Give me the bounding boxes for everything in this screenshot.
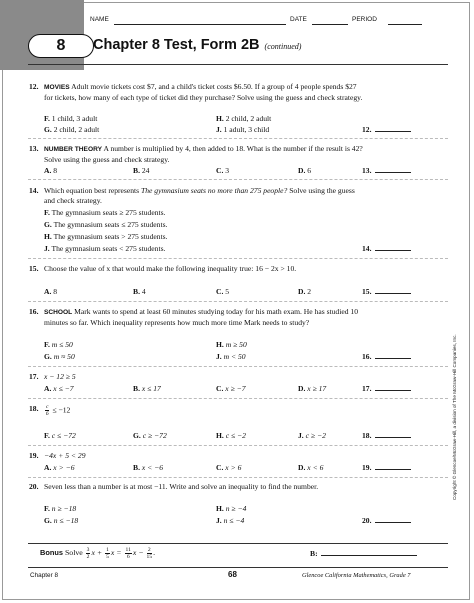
question-text: Which equation best represents bbox=[44, 186, 141, 195]
question-number: 18. bbox=[29, 404, 39, 413]
question-text: Mark wants to spend at least 60 minutes studying today for his math exam. He has studied 10 minutes so far. Which inequality represents how much more time Mark needs to study? bbox=[44, 307, 358, 327]
question-13 bbox=[29, 144, 364, 164]
option-14-f[interactable]: F. The gymnasium seats ≥ 275 students. bbox=[44, 208, 166, 217]
fraction-3-over-2: $\frac{3}{2}$ bbox=[86, 546, 90, 560]
question-20 bbox=[29, 482, 364, 492]
date-label: DATE bbox=[290, 16, 307, 23]
question-18 bbox=[29, 404, 364, 417]
question-keyword: MOVIES bbox=[44, 84, 70, 91]
option-15-d[interactable]: D. 2 bbox=[298, 287, 312, 296]
header-divider bbox=[28, 64, 448, 65]
option-19-b[interactable]: B. x < −6 bbox=[133, 463, 164, 472]
answer-14[interactable]: 14. bbox=[362, 244, 442, 253]
question-text: x − 12 ≥ 5 bbox=[44, 372, 76, 381]
option-17-b[interactable]: B. x ≤ 17 bbox=[133, 384, 161, 393]
option-13-b[interactable]: B. 24 bbox=[133, 166, 150, 175]
footer-divider bbox=[28, 567, 448, 568]
question-divider bbox=[28, 179, 448, 180]
question-divider bbox=[28, 301, 448, 302]
question-divider bbox=[28, 258, 448, 259]
answer-16[interactable]: 16. bbox=[362, 352, 442, 361]
question-number: 15. bbox=[29, 264, 39, 273]
question-divider bbox=[28, 138, 448, 139]
option-12-j[interactable]: J. 1 adult, 3 child bbox=[216, 125, 270, 134]
option-16-g[interactable]: G. m ≈ 50 bbox=[44, 352, 75, 361]
option-15-a[interactable]: A. 8 bbox=[44, 287, 58, 296]
copyright-notice: Copyright © Glencoe/McGraw-Hill, a division of The McGraw-Hill Companies, Inc. bbox=[452, 334, 457, 500]
answer-18[interactable]: 18. bbox=[362, 431, 442, 440]
answer-20[interactable]: 20. bbox=[362, 516, 442, 525]
option-20-j[interactable]: J. n ≤ −4 bbox=[216, 516, 245, 525]
question-19 bbox=[29, 451, 364, 461]
bonus-solve: Solve bbox=[64, 548, 83, 557]
date-field[interactable] bbox=[312, 24, 348, 25]
question-number: 12. bbox=[29, 82, 39, 91]
fraction-1-over-5: $\frac{1}{5}$ bbox=[106, 546, 109, 560]
option-16-j[interactable]: J. m < 50 bbox=[216, 352, 246, 361]
option-18-g[interactable]: G. c ≥ −72 bbox=[133, 431, 167, 440]
answer-13[interactable]: 13. bbox=[362, 166, 442, 175]
footer-chapter: Chapter 8 bbox=[30, 572, 59, 579]
option-16-h[interactable]: H. m ≥ 50 bbox=[216, 340, 247, 349]
name-field[interactable] bbox=[114, 24, 286, 25]
option-20-f[interactable]: F. n ≥ −18 bbox=[44, 504, 77, 513]
question-divider bbox=[28, 398, 448, 399]
option-19-d[interactable]: D. x < 6 bbox=[298, 463, 324, 472]
option-20-h[interactable]: H. n ≥ −4 bbox=[216, 504, 247, 513]
option-17-a[interactable]: A. x ≤ −7 bbox=[44, 384, 74, 393]
question-divider bbox=[28, 445, 448, 446]
question-text-italic: The gymnasium seats no more than 275 people? bbox=[141, 186, 288, 195]
answer-19[interactable]: 19. bbox=[362, 463, 442, 472]
footer-book-title: Glencoe California Mathematics, Grade 7 bbox=[302, 572, 411, 579]
question-number: 14. bbox=[29, 186, 39, 195]
fraction-c-over-6: $\frac{c}{6}$ bbox=[45, 404, 49, 417]
question-number: 17. bbox=[29, 372, 39, 381]
question-text-end: Solve using the guess and check strategy. bbox=[44, 186, 355, 205]
bonus-answer[interactable]: B: bbox=[310, 549, 450, 558]
period-label: PERIOD bbox=[352, 16, 377, 23]
fraction-2-over-15: $\frac{2}{15}$ bbox=[146, 546, 153, 560]
option-20-g[interactable]: G. n ≤ −18 bbox=[44, 516, 79, 525]
question-16 bbox=[29, 307, 364, 327]
chapter-badge: 8 bbox=[28, 34, 94, 58]
option-12-f[interactable]: F. 1 child, 3 adult bbox=[44, 114, 98, 123]
bonus-question: Bonus Solve $\frac{3}{2}$ x + $\frac{1}{5}$ x = $\frac{11}{6}$ x − $\frac{2}{15}$ . bbox=[40, 546, 156, 560]
option-19-a[interactable]: A. x > −6 bbox=[44, 463, 75, 472]
answer-15[interactable]: 15. bbox=[362, 287, 442, 296]
question-17 bbox=[29, 372, 364, 382]
option-15-b[interactable]: B. 4 bbox=[133, 287, 146, 296]
page-number: 68 bbox=[228, 570, 237, 579]
question-divider bbox=[28, 477, 448, 478]
option-14-j[interactable]: J. The gymnasium seats < 275 students. bbox=[44, 244, 166, 253]
fraction-11-over-6: $\frac{11}{6}$ bbox=[125, 546, 131, 560]
question-keyword: SCHOOL bbox=[44, 309, 73, 316]
name-date-period-row bbox=[90, 16, 470, 28]
question-number: 13. bbox=[29, 144, 39, 153]
option-18-h[interactable]: H. c ≤ −2 bbox=[216, 431, 246, 440]
option-13-c[interactable]: C. 3 bbox=[216, 166, 230, 175]
question-text: −4x + 5 < 29 bbox=[44, 451, 86, 460]
question-text: A number is multiplied by 4, then added to 18. What is the number if the result is 42? Solve using the guess and check strategy. bbox=[44, 144, 363, 164]
option-13-d[interactable]: D. 6 bbox=[298, 166, 312, 175]
title-text: Chapter 8 Test, Form 2B bbox=[93, 37, 260, 53]
period-field[interactable] bbox=[388, 24, 422, 25]
option-16-f[interactable]: F. m ≤ 50 bbox=[44, 340, 73, 349]
question-text: Adult movie tickets cost $7, and a child's ticket costs $6.50. If a group of 4 people spends $27 for tickets, how many of each type of ticket did they purchase? Solve using the guess and check strategy. bbox=[44, 82, 363, 102]
option-14-h[interactable]: H. The gymnasium seats > 275 students. bbox=[44, 232, 168, 241]
question-12 bbox=[29, 82, 364, 102]
question-text: ≤ −12 bbox=[50, 405, 71, 415]
option-15-c[interactable]: C. 5 bbox=[216, 287, 230, 296]
answer-17[interactable]: 17. bbox=[362, 384, 442, 393]
question-divider bbox=[28, 366, 448, 367]
option-18-j[interactable]: J. c ≥ −2 bbox=[298, 431, 326, 440]
name-label: NAME bbox=[90, 16, 109, 23]
option-17-d[interactable]: D. x ≥ 17 bbox=[298, 384, 327, 393]
bonus-label: Bonus bbox=[40, 548, 63, 557]
page-title bbox=[93, 37, 301, 53]
question-14 bbox=[29, 186, 364, 205]
option-14-g[interactable]: G. The gymnasium seats ≤ 275 students. bbox=[44, 220, 168, 229]
question-keyword: NUMBER THEORY bbox=[44, 146, 103, 153]
option-12-g[interactable]: G. 2 child, 2 adult bbox=[44, 125, 100, 134]
option-18-f[interactable]: F. c ≤ −72 bbox=[44, 431, 76, 440]
option-13-a[interactable]: A. 8 bbox=[44, 166, 58, 175]
question-text: Seven less than a number is at most −11. Write and solve an inequality to find the number. bbox=[44, 482, 319, 491]
question-number: 16. bbox=[29, 307, 39, 316]
option-19-c[interactable]: C. x > 6 bbox=[216, 463, 242, 472]
question-text: Choose the value of x that would make the following inequality true: 16 − 2x > 10. bbox=[44, 264, 297, 273]
question-15 bbox=[29, 264, 364, 274]
option-17-c[interactable]: C. x ≥ −7 bbox=[216, 384, 246, 393]
question-number: 19. bbox=[29, 451, 39, 460]
answer-12[interactable]: 12. bbox=[362, 125, 442, 134]
option-12-h[interactable]: H. 2 child, 2 adult bbox=[216, 114, 272, 123]
continued-label: (continued) bbox=[264, 42, 302, 51]
question-number: 20. bbox=[29, 482, 39, 491]
bonus-divider bbox=[28, 543, 448, 544]
